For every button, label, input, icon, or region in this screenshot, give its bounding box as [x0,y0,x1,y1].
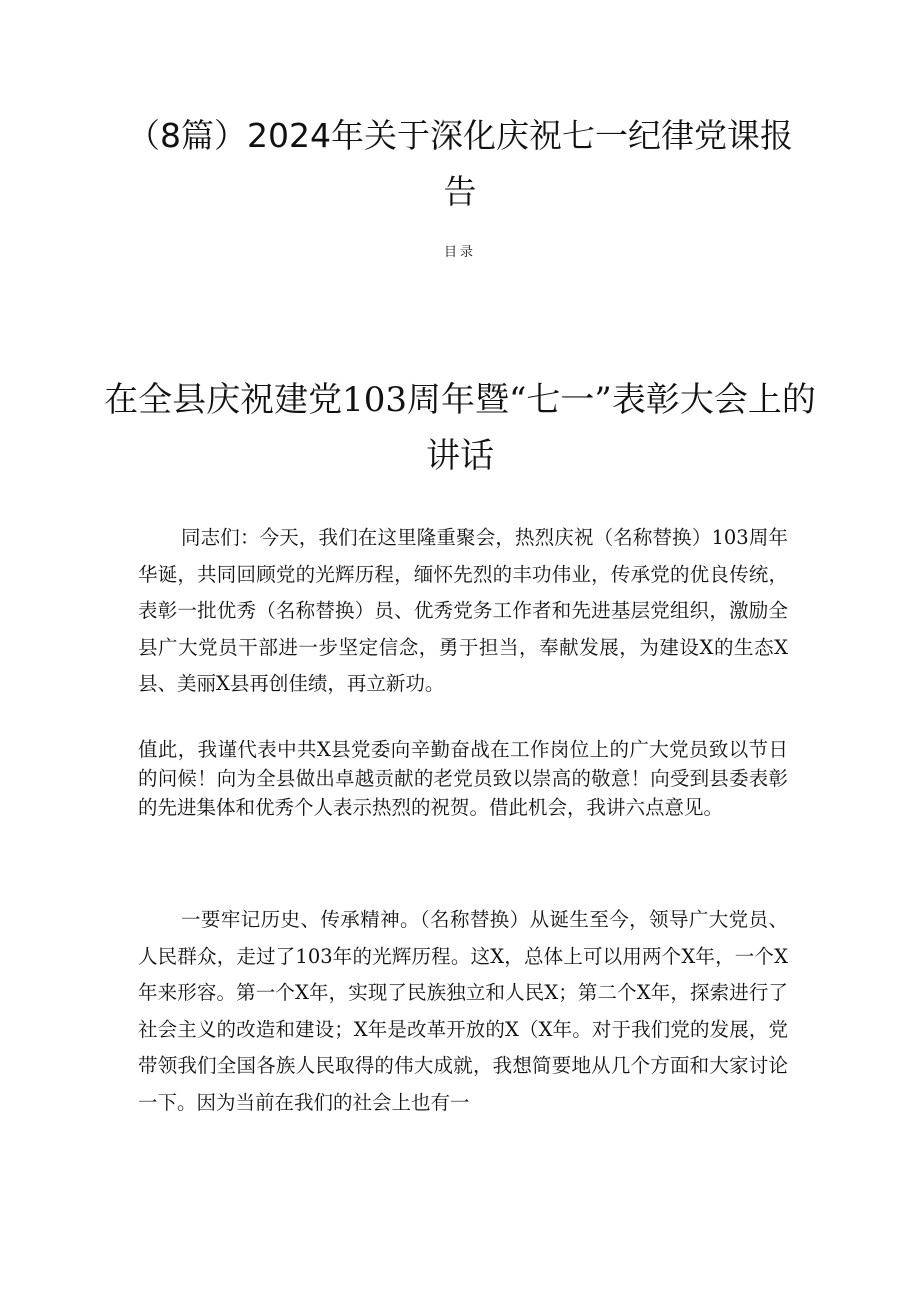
paragraph-point-one: 一要牢记历史、传承精神。（名称替换）从诞生至今，领导广大党员、人民群众，走过了103年的光辉历程。这X，总体上可以用两个X年，一个X年来形容。第一个X年，实现了民族独立和人民X；第二个X年，探索进行了社会主义的改造和建设；X年是改革开放的X（X年。对于我们党的发展，党带领我们全国各族人民取得的伟大成就，我想简要地从几个方面和大家讨论一下。因为当前在我们的社会上也有一 [138,908,788,1114]
document-title: （8篇）2024年关于深化庆祝七一纪律党课报告 [127,116,793,211]
paragraph-opening: 同志们：今天，我们在这里隆重聚会，热烈庆祝（名称替换）103周年华诞，共同回顾党的光辉历程，缅怀先烈的丰功伟业，传承党的优良传统，表彰一批优秀（名称替换）员、优秀党务工作者和先进基层党组织，激励全县广大党员干部进一步坚定信念，勇于担当，奉献发展，为建设X的生态X县、美丽X县再创佳绩，再立新功。 [138,526,788,695]
speech-title: 在全县庆祝建党103周年暨“七一”表彰大会上的讲话 [104,380,816,476]
paragraph-greetings: 值此，我谨代表中共X县党委向辛勤奋战在工作岗位上的广大党员致以节日的问候！向为全县做出卓越贡献的老党员致以崇高的敬意！向受到县委表彰的先进集体和优秀个人表示热烈的祝贺。借此机会，我讲六点意见。 [138,738,788,819]
table-of-contents-label: 目录 [443,245,476,260]
